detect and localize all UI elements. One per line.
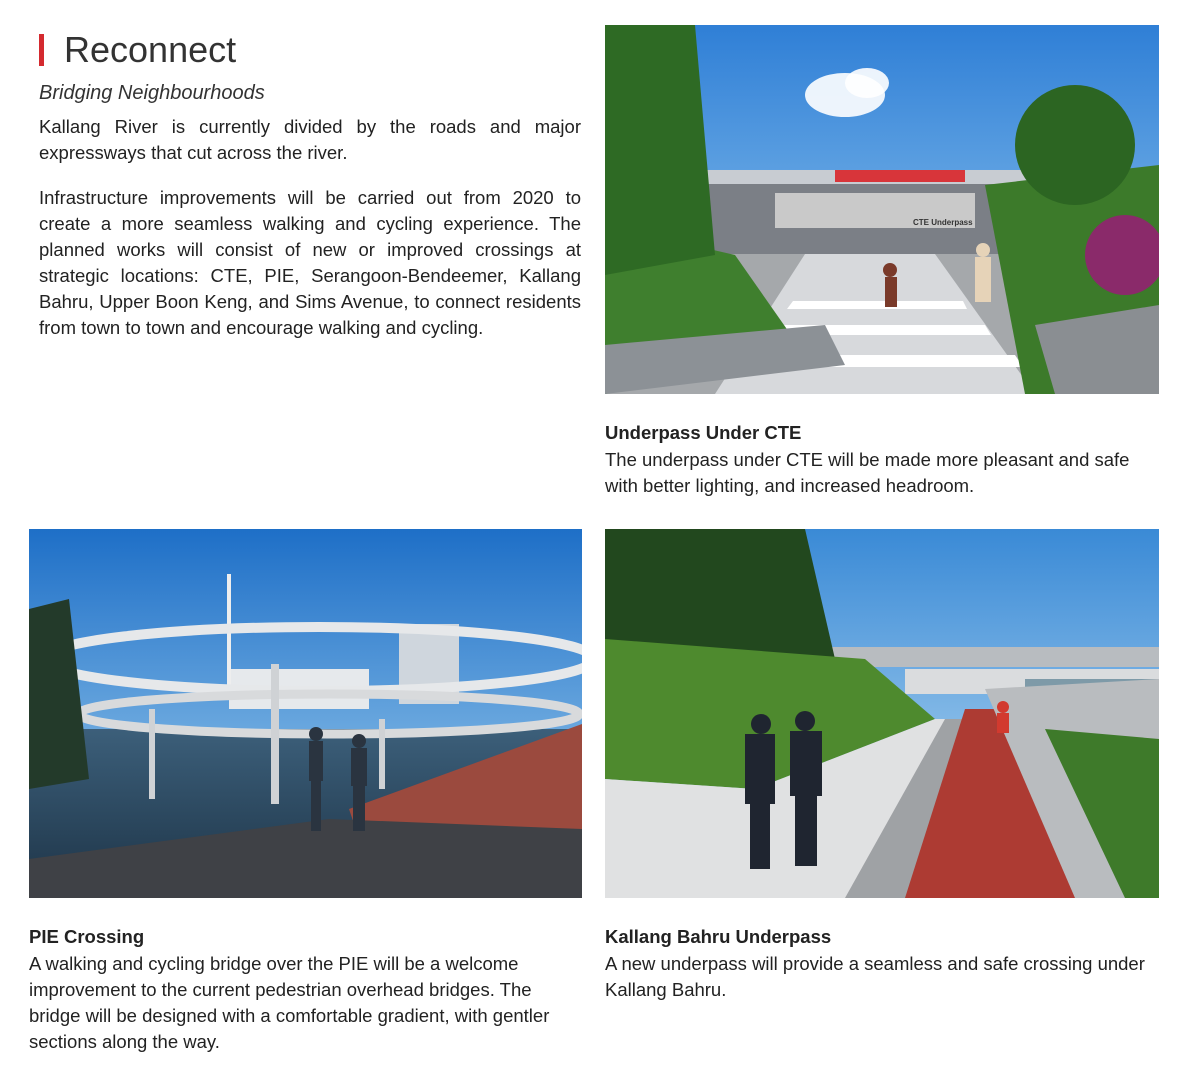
intro-paragraph-1: Kallang River is currently divided by the roads and major expressways that cut across the river. [39,116,581,163]
card-title-pie: PIE Crossing [29,926,145,947]
pie-crossing-image [29,529,582,898]
card-text-cte: The underpass under CTE will be made more pleasant and safe with better lighting, and increased headroom. [605,449,1130,496]
page-title: Reconnect [64,29,237,70]
card-text-pie: A walking and cycling bridge over the PIE will be a welcome improvement to the current pedestrian overhead bridges. The bridge will be designed with a comfortable gradient, with gentler sections along the way. [29,953,550,1052]
intro-paragraph-2: Infrastructure improvements will be carried out from 2020 to create a more seamless walking and cycling experience. The planned works will consist of new or improved crossings at strategic locations: CTE, PIE, Serangoon-Bendeemer, Kallang Bahru, Upper Boon Keng, and Sims Avenue, to connect residents from town to town and encourage walking and cycling. [39,187,581,338]
page-subtitle: Bridging Neighbourhoods [39,82,265,104]
card-title-cte: Underpass Under CTE [605,422,802,443]
cte-underpass-image [605,25,1159,394]
cte-sign-text: CTE Underpass [913,218,973,227]
section-heading [39,30,236,70]
card-title-kallang-bahru: Kallang Bahru Underpass [605,926,832,947]
accent-bar [39,34,44,66]
card-text-kallang-bahru: A new underpass will provide a seamless and safe crossing under Kallang Bahru. [605,953,1145,1000]
kallang-bahru-underpass-image [605,529,1159,898]
